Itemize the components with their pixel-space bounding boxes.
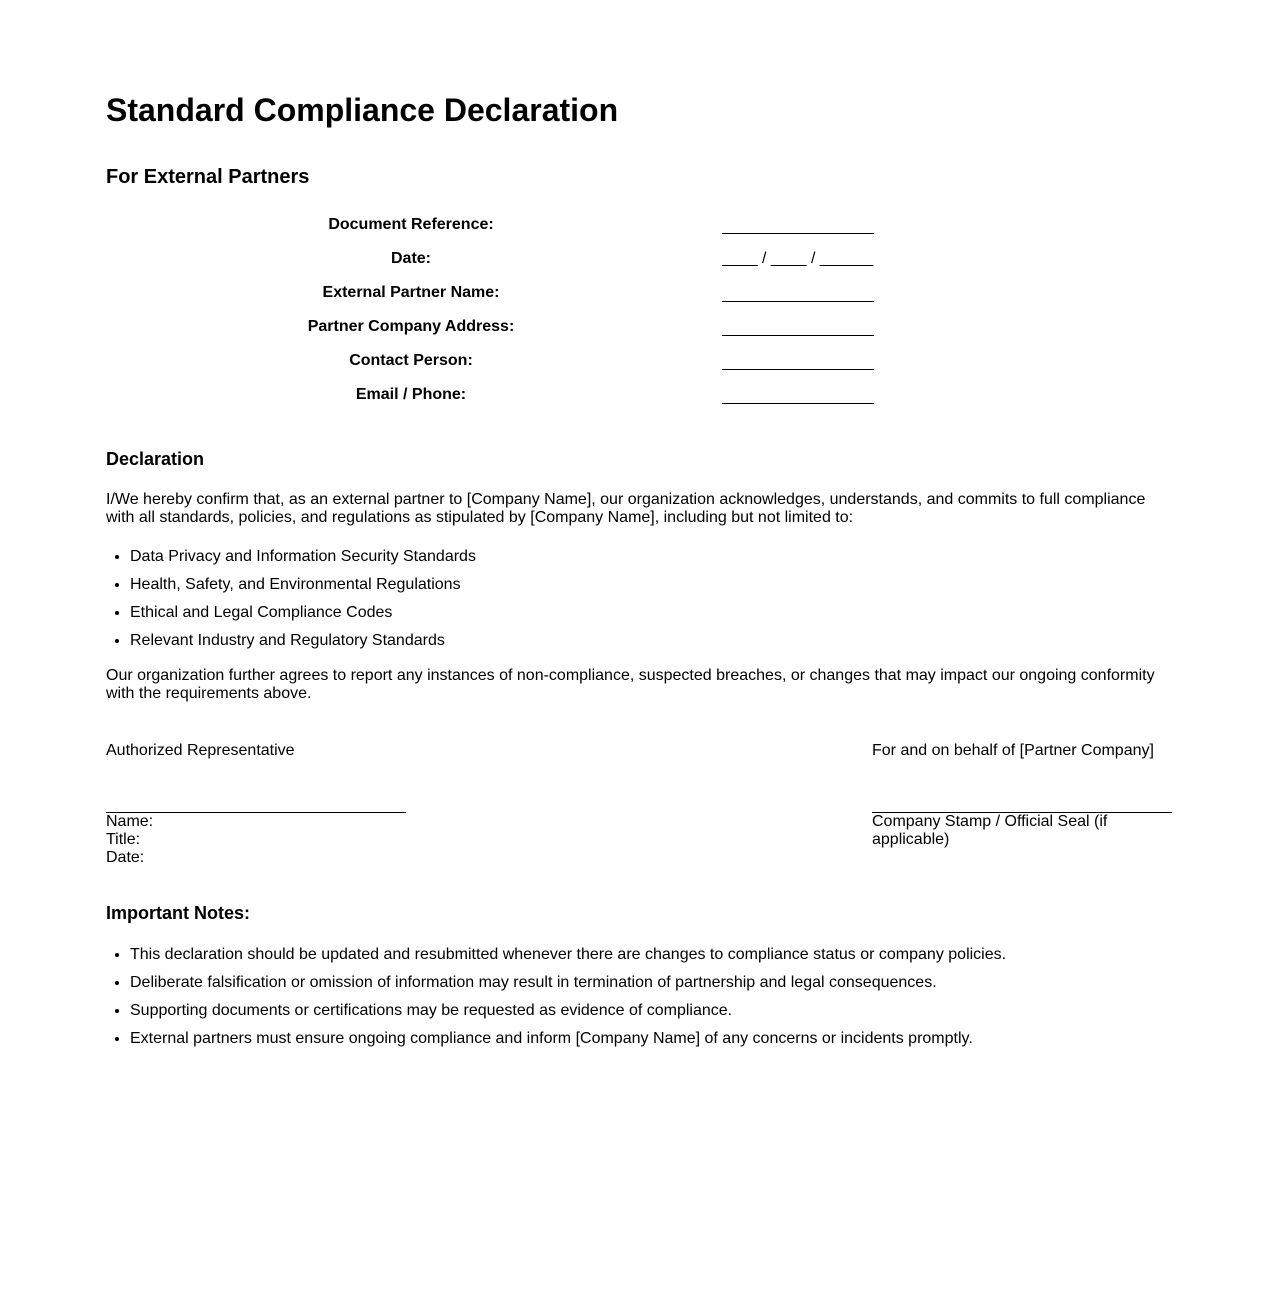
- field-label: Contact Person:: [349, 352, 473, 369]
- important-notes-heading: Important Notes:: [106, 903, 250, 923]
- declaration-closing: Our organization further agrees to report any instances of non-compliance, suspected breaches, or changes that may impact our ongoing conformity with the requirements above.: [106, 667, 1155, 702]
- partner-company-address-blank[interactable]: [722, 317, 874, 342]
- company-stamp-label: Company Stamp / Official Seal (if applicable): [872, 813, 1108, 848]
- list-item: • Ethical and Legal Compliance Codes: [130, 603, 1196, 623]
- signature-caption: For and on behalf of [Partner Company]: [872, 742, 1154, 759]
- document-reference-blank[interactable]: [722, 215, 874, 240]
- list-item: • Relevant Industry and Regulatory Standards: [130, 631, 1196, 651]
- field-label: Email / Phone:: [355, 386, 467, 403]
- list-item: • Health, Safety, and Environmental Regulations: [130, 575, 1196, 595]
- field-label: External Partner Name:: [322, 284, 500, 301]
- field-label: Document Reference:: [328, 216, 494, 233]
- signer-title-label: Title:: [106, 831, 141, 848]
- field-row-document-reference: [106, 208, 1172, 242]
- page-title: Standard Compliance Declaration: [106, 92, 619, 128]
- signer-date-label: Date:: [106, 849, 145, 866]
- field-row-partner-company-address: [106, 310, 1172, 344]
- stamp-line[interactable]: [872, 804, 1172, 813]
- info-fields-table: [106, 208, 1172, 412]
- list-item: • This declaration should be updated and resubmitted whenever there are changes to compliance status or company policies.: [130, 945, 1196, 965]
- compliance-standards-list: [106, 547, 1196, 659]
- page-subtitle: For External Partners: [106, 166, 310, 188]
- blank-underline: [722, 283, 874, 302]
- blank-underline: [722, 385, 874, 404]
- email-phone-blank[interactable]: [722, 385, 874, 410]
- blank-underline: [722, 215, 874, 234]
- list-item: • Supporting documents or certifications may be requested as evidence of compliance.: [130, 1001, 1196, 1021]
- contact-person-blank[interactable]: [722, 351, 874, 376]
- important-notes-list: [106, 945, 1196, 1057]
- blank-underline: [722, 317, 874, 336]
- field-row-contact-person: [106, 344, 1172, 378]
- blank-underline: [722, 351, 874, 370]
- field-row-external-partner-name: [106, 276, 1172, 310]
- signature-caption: Authorized Representative: [106, 742, 295, 759]
- external-partner-name-blank[interactable]: [722, 283, 874, 308]
- list-item: • External partners must ensure ongoing compliance and inform [Company Name] of any concerns or incidents promptly.: [130, 1029, 1196, 1049]
- signer-name-label: Name:: [106, 813, 154, 830]
- signature-line[interactable]: [106, 804, 406, 813]
- declaration-heading: Declaration: [106, 449, 205, 469]
- list-item: • Data Privacy and Information Security Standards: [130, 547, 1196, 567]
- authorized-representative-block: [106, 742, 406, 867]
- field-label: Date:: [390, 250, 431, 267]
- list-item: • Deliberate falsification or omission of information may result in termination of partnership and legal consequences.: [130, 973, 1196, 993]
- field-row-email-phone: [106, 378, 1172, 412]
- company-stamp-block: [872, 742, 1172, 849]
- declaration-intro: I/We hereby confirm that, as an external partner to [Company Name], our organization acknowledges, understands, and commits to full compliance with all standards, policies, and regulations as stipulated by [Company Name], including but not limited to:: [106, 491, 1146, 526]
- field-row-date: [106, 242, 1172, 276]
- field-label: Partner Company Address:: [307, 318, 515, 335]
- date-blank[interactable]: ____ / ____ / ______: [722, 250, 874, 267]
